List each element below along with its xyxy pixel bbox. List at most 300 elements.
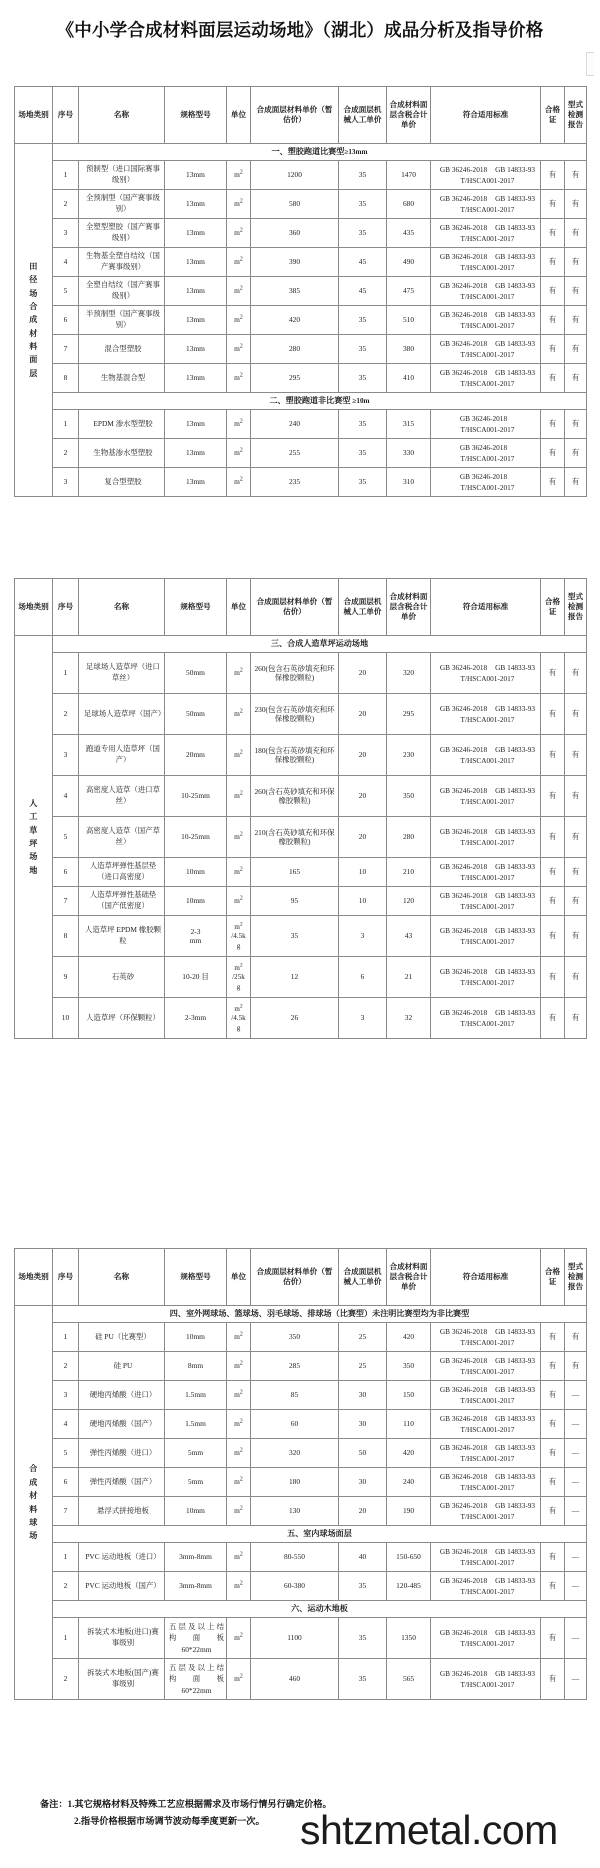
row-material-price: 60	[251, 1410, 339, 1439]
row-cert: 有	[541, 335, 565, 364]
row-index: 2	[53, 1572, 79, 1601]
row-labor-price: 40	[339, 1543, 387, 1572]
category-cell: 人 工 草 坪 场 地	[15, 636, 53, 1039]
row-unit: $m^2$	[227, 776, 251, 817]
row-labor-price: 45	[339, 248, 387, 277]
row-unit: $m^2$	[227, 335, 251, 364]
cert-header: 合格证	[541, 579, 565, 636]
row-cert: 有	[541, 1352, 565, 1381]
index-header: 序号	[53, 1249, 79, 1306]
row-standard: GB 36246-2018 GB 14833-93 T/HSCA001-2017	[431, 694, 541, 735]
row-index: 6	[53, 1468, 79, 1497]
row-standard: GB 36246-2018 GB 14833-93 T/HSCA001-2017	[431, 916, 541, 957]
row-material-price: 385	[251, 277, 339, 306]
row-report: —	[565, 1618, 587, 1659]
row-standard: GB 36246-2018 GB 14833-93 T/HSCA001-2017	[431, 248, 541, 277]
table-row	[15, 776, 587, 817]
table-block	[14, 86, 587, 497]
row-report: 有	[565, 364, 587, 393]
row-labor-price: 30	[339, 1468, 387, 1497]
row-total-price: 120	[387, 887, 431, 916]
row-index: 2	[53, 694, 79, 735]
name-header: 名称	[79, 579, 165, 636]
row-unit: $m^2$	[227, 817, 251, 858]
table-row	[15, 1439, 587, 1468]
row-index: 1	[53, 1543, 79, 1572]
row-report: —	[565, 1497, 587, 1526]
row-standard: GB 36246-2018 T/HSCA001-2017	[431, 468, 541, 497]
row-total-price: 43	[387, 916, 431, 957]
standard-header: 符合适用标准	[431, 87, 541, 144]
row-labor-price: 10	[339, 887, 387, 916]
row-index: 2	[53, 1352, 79, 1381]
row-spec: 五层及以上结 构 面 板 60*22mm	[165, 1618, 227, 1659]
row-cert: 有	[541, 653, 565, 694]
row-material-price: 35	[251, 916, 339, 957]
table-row	[15, 1618, 587, 1659]
row-material-price: 280	[251, 335, 339, 364]
labor-price-header: 合成面层机械人工单价	[339, 1249, 387, 1306]
row-unit: $m^2$	[227, 1543, 251, 1572]
row-material-price: 12	[251, 957, 339, 998]
row-total-price: 490	[387, 248, 431, 277]
footer-notes	[40, 1796, 332, 1831]
row-index: 4	[53, 1410, 79, 1439]
section-title-row	[15, 144, 587, 161]
row-material-price: 260(包含石英砂填充和环保橡胶颗粒)	[251, 653, 339, 694]
row-name: 半预制型（国产赛事级别）	[79, 306, 165, 335]
row-total-price: 1470	[387, 161, 431, 190]
cert-header: 合格证	[541, 87, 565, 144]
row-index: 2	[53, 439, 79, 468]
row-spec: 13mm	[165, 364, 227, 393]
price-table	[14, 1248, 587, 1700]
row-cert: 有	[541, 1659, 565, 1700]
row-unit: $m^2$	[227, 1439, 251, 1468]
row-cert: 有	[541, 439, 565, 468]
row-report: 有	[565, 858, 587, 887]
row-name: 人造草坪弹性基层垫（进口高密度）	[79, 858, 165, 887]
table-row	[15, 364, 587, 393]
table-row	[15, 410, 587, 439]
row-material-price: 460	[251, 1659, 339, 1700]
section-title-row	[15, 1526, 587, 1543]
table-row	[15, 653, 587, 694]
row-material-price: 320	[251, 1439, 339, 1468]
row-labor-price: 25	[339, 1323, 387, 1352]
row-unit: $m^2$	[227, 161, 251, 190]
row-standard: GB 36246-2018 GB 14833-93 T/HSCA001-2017	[431, 817, 541, 858]
row-report: 有	[565, 735, 587, 776]
row-spec: 10mm	[165, 858, 227, 887]
row-name: 跑道专用人造草坪（国产）	[79, 735, 165, 776]
row-standard: GB 36246-2018 GB 14833-93 T/HSCA001-2017	[431, 219, 541, 248]
row-standard: GB 36246-2018 GB 14833-93 T/HSCA001-2017	[431, 1572, 541, 1601]
row-labor-price: 35	[339, 439, 387, 468]
row-index: 2	[53, 190, 79, 219]
row-material-price: 350	[251, 1323, 339, 1352]
row-spec: 五层及以上结 构 面 板 60*22mm	[165, 1659, 227, 1700]
section-title-row	[15, 393, 587, 410]
row-labor-price: 50	[339, 1439, 387, 1468]
row-labor-price: 6	[339, 957, 387, 998]
row-name: 全塑自结纹（国产赛事级别）	[79, 277, 165, 306]
row-cert: 有	[541, 957, 565, 998]
row-standard: GB 36246-2018 GB 14833-93 T/HSCA001-2017	[431, 887, 541, 916]
row-total-price: 330	[387, 439, 431, 468]
row-total-price: 510	[387, 306, 431, 335]
table-row	[15, 735, 587, 776]
row-standard: GB 36246-2018 GB 14833-93 T/HSCA001-2017	[431, 1497, 541, 1526]
row-total-price: 120-485	[387, 1572, 431, 1601]
row-report: —	[565, 1468, 587, 1497]
table-row	[15, 1323, 587, 1352]
row-name: 人造草坪弹性基础垫（国产低密度）	[79, 887, 165, 916]
row-index: 7	[53, 887, 79, 916]
row-unit: $m^2$	[227, 190, 251, 219]
row-material-price: 255	[251, 439, 339, 468]
row-total-price: 420	[387, 1323, 431, 1352]
row-labor-price: 35	[339, 364, 387, 393]
row-total-price: 310	[387, 468, 431, 497]
row-report: —	[565, 1572, 587, 1601]
row-total-price: 110	[387, 1410, 431, 1439]
section-title: 三、合成人造草坪运动场地	[53, 636, 587, 653]
row-index: 10	[53, 998, 79, 1039]
row-index: 1	[53, 1618, 79, 1659]
row-name: 复合型塑胶	[79, 468, 165, 497]
row-cert: 有	[541, 190, 565, 219]
row-standard: GB 36246-2018 GB 14833-93 T/HSCA001-2017	[431, 1468, 541, 1497]
row-cert: 有	[541, 1323, 565, 1352]
row-name: 硬地丙烯酸（国产）	[79, 1410, 165, 1439]
category-cell: 田 径 场 合 成 材 料 面 层	[15, 144, 53, 497]
row-total-price: 315	[387, 410, 431, 439]
section-title: 四、室外网球场、篮球场、羽毛球场、排球场（比赛型）未注明比赛型均为非比赛型	[53, 1306, 587, 1323]
row-name: 硅 PU	[79, 1352, 165, 1381]
row-labor-price: 20	[339, 653, 387, 694]
section-title-row	[15, 1306, 587, 1323]
standard-header: 符合适用标准	[431, 579, 541, 636]
row-material-price: 580	[251, 190, 339, 219]
row-standard: GB 36246-2018 GB 14833-93 T/HSCA001-2017	[431, 1381, 541, 1410]
table-row	[15, 335, 587, 364]
row-report: 有	[565, 161, 587, 190]
row-total-price: 150-650	[387, 1543, 431, 1572]
row-cert: 有	[541, 1468, 565, 1497]
row-labor-price: 20	[339, 1497, 387, 1526]
name-header: 名称	[79, 1249, 165, 1306]
row-total-price: 190	[387, 1497, 431, 1526]
row-index: 3	[53, 219, 79, 248]
row-labor-price: 35	[339, 190, 387, 219]
row-standard: GB 36246-2018 GB 14833-93 T/HSCA001-2017	[431, 858, 541, 887]
row-index: 5	[53, 277, 79, 306]
row-spec: 10-25mm	[165, 776, 227, 817]
row-cert: 有	[541, 694, 565, 735]
row-spec: 13mm	[165, 439, 227, 468]
row-unit: $m^2$	[227, 735, 251, 776]
row-cert: 有	[541, 364, 565, 393]
row-name: 人造草坪（环保颗粒）	[79, 998, 165, 1039]
row-standard: GB 36246-2018 T/HSCA001-2017	[431, 439, 541, 468]
row-spec: 20mm	[165, 735, 227, 776]
category-cell: 合 成 材 料 球 场	[15, 1306, 53, 1700]
row-unit: $m^2$	[227, 1659, 251, 1700]
row-unit: $m^2$	[227, 1381, 251, 1410]
row-standard: GB 36246-2018 GB 14833-93 T/HSCA001-2017	[431, 1618, 541, 1659]
table-row	[15, 957, 587, 998]
row-standard: GB 36246-2018 GB 14833-93 T/HSCA001-2017	[431, 1543, 541, 1572]
row-index: 5	[53, 1439, 79, 1468]
row-index: 1	[53, 410, 79, 439]
row-labor-price: 35	[339, 306, 387, 335]
row-material-price: 60-380	[251, 1572, 339, 1601]
row-labor-price: 35	[339, 1618, 387, 1659]
row-cert: 有	[541, 776, 565, 817]
table-row	[15, 277, 587, 306]
row-unit: $m^2$	[227, 1352, 251, 1381]
spec-header: 规格型号	[165, 579, 227, 636]
name-header: 名称	[79, 87, 165, 144]
row-total-price: 32	[387, 998, 431, 1039]
row-cert: 有	[541, 306, 565, 335]
row-standard: GB 36246-2018 GB 14833-93 T/HSCA001-2017	[431, 998, 541, 1039]
table-row	[15, 1468, 587, 1497]
row-labor-price: 3	[339, 998, 387, 1039]
report-header: 型式检测报告	[565, 1249, 587, 1306]
category-header: 场地类别	[15, 1249, 53, 1306]
row-material-price: 390	[251, 248, 339, 277]
total-price-header: 合成材料面层含税合计单价	[387, 1249, 431, 1306]
row-material-price: 26	[251, 998, 339, 1039]
row-report: 有	[565, 998, 587, 1039]
row-spec: 13mm	[165, 277, 227, 306]
row-labor-price: 25	[339, 1352, 387, 1381]
row-cert: 有	[541, 1543, 565, 1572]
row-spec: 13mm	[165, 248, 227, 277]
row-spec: 50mm	[165, 653, 227, 694]
row-total-price: 230	[387, 735, 431, 776]
row-standard: GB 36246-2018 GB 14833-93 T/HSCA001-2017	[431, 1659, 541, 1700]
row-total-price: 21	[387, 957, 431, 998]
row-report: 有	[565, 439, 587, 468]
row-unit: $m^2$ /4.5k g	[227, 998, 251, 1039]
row-labor-price: 35	[339, 410, 387, 439]
spec-header: 规格型号	[165, 1249, 227, 1306]
row-total-price: 1350	[387, 1618, 431, 1659]
row-total-price: 280	[387, 817, 431, 858]
labor-price-header: 合成面层机械人工单价	[339, 87, 387, 144]
row-standard: GB 36246-2018 GB 14833-93 T/HSCA001-2017	[431, 957, 541, 998]
row-labor-price: 20	[339, 776, 387, 817]
row-labor-price: 20	[339, 817, 387, 858]
row-index: 6	[53, 306, 79, 335]
row-unit: $m^2$	[227, 653, 251, 694]
row-standard: GB 36246-2018 GB 14833-93 T/HSCA001-2017	[431, 776, 541, 817]
row-index: 1	[53, 161, 79, 190]
row-standard: GB 36246-2018 GB 14833-93 T/HSCA001-2017	[431, 1439, 541, 1468]
table-row	[15, 439, 587, 468]
row-material-price: 210(含石英砂填充和环保橡胶颗粒)	[251, 817, 339, 858]
row-total-price: 350	[387, 1352, 431, 1381]
row-name: PVC 运动地板（国产）	[79, 1572, 165, 1601]
row-unit: $m^2$	[227, 1323, 251, 1352]
section-title-row	[15, 636, 587, 653]
row-unit: $m^2$ /4.5k g	[227, 916, 251, 957]
row-index: 4	[53, 248, 79, 277]
row-name: 弹性丙烯酸（进口）	[79, 1439, 165, 1468]
row-cert: 有	[541, 1381, 565, 1410]
page-title: 《中小学合成材料面层运动场地》（湖北）成品分析及指导价格	[56, 20, 544, 40]
row-standard: GB 36246-2018 GB 14833-93 T/HSCA001-2017	[431, 1410, 541, 1439]
category-header: 场地类别	[15, 579, 53, 636]
table-row	[15, 1381, 587, 1410]
row-report: —	[565, 1410, 587, 1439]
row-name: 生物基全塑自结纹（国产赛事级别）	[79, 248, 165, 277]
row-standard: GB 36246-2018 GB 14833-93 T/HSCA001-2017	[431, 364, 541, 393]
row-material-price: 1100	[251, 1618, 339, 1659]
footer-note-1: 备注：1.其它规格材料及特殊工艺应根据需求及市场行情另行确定价格。	[40, 1799, 332, 1809]
row-spec: 8mm	[165, 1352, 227, 1381]
row-material-price: 420	[251, 306, 339, 335]
row-material-price: 295	[251, 364, 339, 393]
row-total-price: 320	[387, 653, 431, 694]
row-name: 混合型塑胶	[79, 335, 165, 364]
row-total-price: 240	[387, 1468, 431, 1497]
table-row	[15, 858, 587, 887]
row-name: 悬浮式拼接地板	[79, 1497, 165, 1526]
row-spec: 13mm	[165, 190, 227, 219]
row-name: PVC 运动地板（进口）	[79, 1543, 165, 1572]
row-report: 有	[565, 248, 587, 277]
row-cert: 有	[541, 1410, 565, 1439]
row-index: 1	[53, 1323, 79, 1352]
section-title: 一、塑胶跑道比赛型≥13mm	[53, 144, 587, 161]
row-standard: GB 36246-2018 GB 14833-93 T/HSCA001-2017	[431, 306, 541, 335]
row-cert: 有	[541, 858, 565, 887]
row-unit: $m^2$	[227, 410, 251, 439]
report-header: 型式检测报告	[565, 87, 587, 144]
material-price-header: 合成面层材料单价（暂估价）	[251, 87, 339, 144]
row-labor-price: 3	[339, 916, 387, 957]
row-report: —	[565, 1439, 587, 1468]
table-row	[15, 887, 587, 916]
unit-header: 单位	[227, 1249, 251, 1306]
row-index: 5	[53, 817, 79, 858]
row-unit: $m^2$	[227, 277, 251, 306]
row-index: 3	[53, 468, 79, 497]
row-material-price: 85	[251, 1381, 339, 1410]
row-material-price: 360	[251, 219, 339, 248]
row-report: 有	[565, 1323, 587, 1352]
unit-header: 单位	[227, 87, 251, 144]
table-row	[15, 1497, 587, 1526]
row-report: 有	[565, 468, 587, 497]
row-unit: $m^2$	[227, 1410, 251, 1439]
row-name: 足球场人造草坪（国产）	[79, 694, 165, 735]
row-name: 高密度人造草（国产草丝）	[79, 817, 165, 858]
row-spec: 2-3mm	[165, 998, 227, 1039]
report-header: 型式检测报告	[565, 579, 587, 636]
row-spec: 10-20 目	[165, 957, 227, 998]
table-row	[15, 1572, 587, 1601]
table-row	[15, 306, 587, 335]
row-report: 有	[565, 817, 587, 858]
row-name: 高密度人造草（进口草丝）	[79, 776, 165, 817]
row-cert: 有	[541, 219, 565, 248]
row-name: 生物基渗水型塑胶	[79, 439, 165, 468]
row-total-price: 680	[387, 190, 431, 219]
row-total-price: 410	[387, 364, 431, 393]
row-name: 足球场人造草坪（进口草丝）	[79, 653, 165, 694]
row-labor-price: 35	[339, 1572, 387, 1601]
row-name: 人造草坪 EPDM 橡胶颗粒	[79, 916, 165, 957]
row-cert: 有	[541, 1497, 565, 1526]
row-report: 有	[565, 694, 587, 735]
row-spec: 2-3 mm	[165, 916, 227, 957]
table-row	[15, 1543, 587, 1572]
row-report: 有	[565, 1352, 587, 1381]
row-name: EPDM 渗水型塑胶	[79, 410, 165, 439]
total-price-header: 合成材料面层含税合计单价	[387, 579, 431, 636]
row-index: 7	[53, 1497, 79, 1526]
row-name: 弹性丙烯酸（国产）	[79, 1468, 165, 1497]
table-header-row	[15, 1249, 587, 1306]
row-cert: 有	[541, 998, 565, 1039]
row-unit: $m^2$	[227, 1572, 251, 1601]
row-material-price: 165	[251, 858, 339, 887]
row-report: 有	[565, 957, 587, 998]
row-index: 9	[53, 957, 79, 998]
index-header: 序号	[53, 579, 79, 636]
row-labor-price: 35	[339, 219, 387, 248]
table-row	[15, 817, 587, 858]
standard-header: 符合适用标准	[431, 1249, 541, 1306]
row-report: 有	[565, 277, 587, 306]
row-material-price: 180(包含石英砂填充和环保橡胶颗粒)	[251, 735, 339, 776]
row-index: 4	[53, 776, 79, 817]
row-material-price: 260(含石英砂填充和环保橡胶颗粒)	[251, 776, 339, 817]
row-material-price: 235	[251, 468, 339, 497]
section-title: 六、运动木地板	[53, 1601, 587, 1618]
footer-note-2: 2.指导价格根据市场调节波动每季度更新一次。	[74, 1816, 265, 1827]
section-title: 二、塑胶跑道非比赛型 ≥10m	[53, 393, 587, 410]
row-standard: GB 36246-2018 GB 14833-93 T/HSCA001-2017	[431, 1323, 541, 1352]
cert-header: 合格证	[541, 1249, 565, 1306]
table-header-row	[15, 87, 587, 144]
row-total-price: 435	[387, 219, 431, 248]
row-unit: $m^2$	[227, 1618, 251, 1659]
row-report: 有	[565, 306, 587, 335]
row-name: 拆装式木地板(国产)赛事级别	[79, 1659, 165, 1700]
row-report: 有	[565, 887, 587, 916]
table-row	[15, 1410, 587, 1439]
row-spec: 13mm	[165, 161, 227, 190]
row-report: 有	[565, 776, 587, 817]
row-cert: 有	[541, 277, 565, 306]
row-cert: 有	[541, 735, 565, 776]
table-row	[15, 1659, 587, 1700]
row-spec: 13mm	[165, 306, 227, 335]
row-name: 全塑型塑胶（国产赛事级别）	[79, 219, 165, 248]
table-row	[15, 219, 587, 248]
category-header: 场地类别	[15, 87, 53, 144]
index-header: 序号	[53, 87, 79, 144]
row-labor-price: 20	[339, 735, 387, 776]
price-table	[14, 578, 587, 1039]
row-total-price: 150	[387, 1381, 431, 1410]
